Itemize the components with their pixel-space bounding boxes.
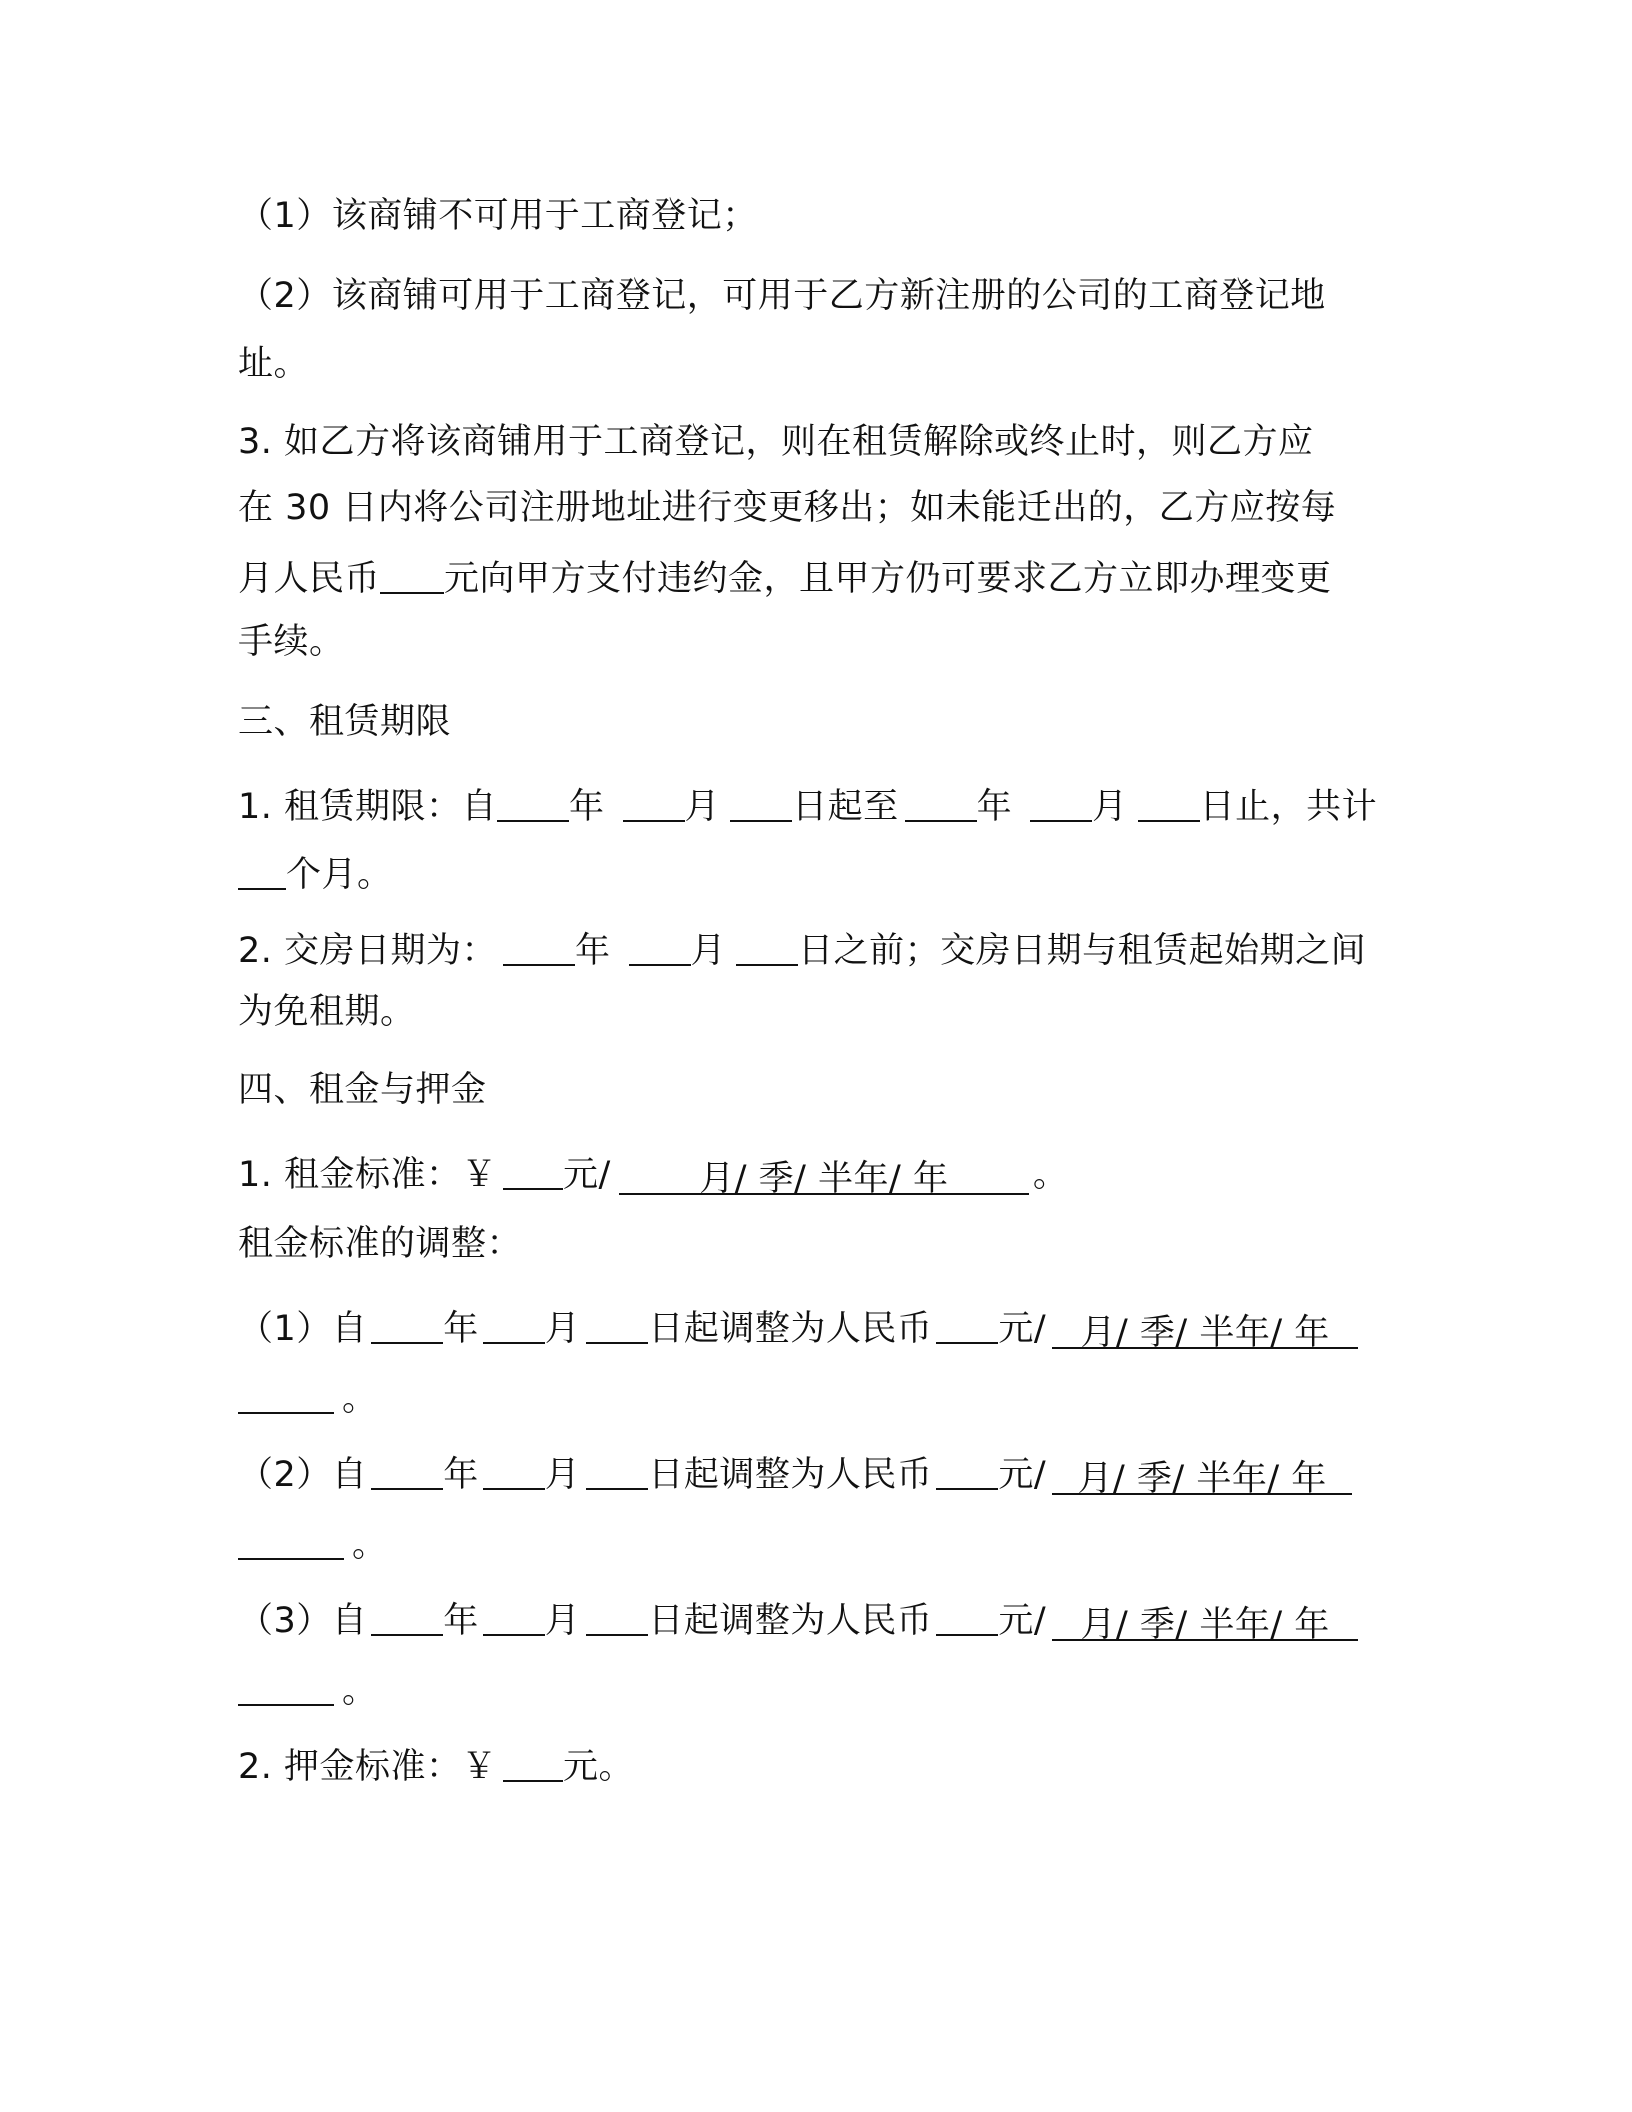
clause-3-line4: 手续。	[238, 622, 345, 662]
adjust-year-blank[interactable]	[371, 1306, 443, 1344]
adjust-row-3-end	[238, 1668, 378, 1713]
rent-amount-blank[interactable]	[503, 1152, 563, 1190]
month-label: 月	[1092, 787, 1128, 827]
rent-adjust-heading: 租金标准的调整：	[238, 1224, 523, 1264]
period-end: 。	[1032, 1155, 1069, 1195]
adjust-period-blank[interactable]	[238, 1522, 344, 1560]
year-label: 年	[443, 1309, 479, 1349]
end-month-blank[interactable]	[1030, 784, 1092, 822]
section-3-heading: 三、租赁期限	[238, 702, 452, 742]
start-month-blank[interactable]	[623, 784, 685, 822]
period-options: 月/ 季/ 半年/ 年	[1080, 1313, 1330, 1353]
lease-term-line2	[238, 852, 393, 897]
deposit-amount-blank[interactable]	[503, 1744, 563, 1782]
adjust-day-blank[interactable]	[586, 1306, 648, 1344]
start-year-blank[interactable]	[497, 784, 569, 822]
adjust-month-blank[interactable]	[483, 1452, 545, 1490]
year-label: 年	[443, 1601, 479, 1641]
period-end: 。	[352, 1525, 388, 1565]
end-day-blank[interactable]	[1138, 784, 1200, 822]
adjust-month-blank[interactable]	[483, 1598, 545, 1636]
adjust-amount-blank[interactable]	[936, 1452, 998, 1490]
clause-3-text: 元向甲方支付违约金，且甲方仍可要求乙方立即办理变更	[444, 559, 1332, 599]
adjust-row-label: （3）自	[238, 1601, 368, 1641]
period-options: 月/ 季/ 半年/ 年	[1077, 1459, 1327, 1499]
adjust-row-1	[238, 1306, 1358, 1351]
adjust-row-tail: 日起调整为人民币	[648, 1309, 933, 1349]
lease-term-line	[238, 784, 1377, 829]
clause-3-text: 月人民币	[238, 559, 381, 599]
months-total-label: 个月。	[286, 855, 393, 895]
month-label: 月	[544, 1455, 581, 1495]
end-year-blank[interactable]	[905, 784, 977, 822]
month-label: 月	[544, 1601, 581, 1641]
total-months-blank[interactable]	[238, 852, 286, 890]
adjust-row-3	[238, 1598, 1358, 1643]
adjust-row-2-end	[238, 1522, 388, 1567]
lease-term-label: 1. 租赁期限：自	[238, 787, 498, 827]
period-options: 月/ 季/ 半年/ 年	[1080, 1605, 1330, 1645]
deposit-label: 2. 押金标准：￥	[238, 1747, 498, 1787]
period-end: 。	[342, 1671, 378, 1711]
adjust-row-1-end	[238, 1376, 378, 1421]
yuan-slash: 元/	[998, 1601, 1047, 1641]
yuan-slash: 元/	[563, 1155, 611, 1195]
adjust-day-blank[interactable]	[586, 1452, 648, 1490]
adjust-period-field[interactable]	[1052, 1457, 1352, 1499]
yuan-slash: 元/	[998, 1309, 1047, 1349]
day-from-label: 日起至	[792, 787, 899, 827]
clause-3-line2: 在 30 日内将公司注册地址进行变更移出；如未能迁出的，乙方应按每	[238, 488, 1337, 528]
handover-label: 2. 交房日期为：	[238, 931, 498, 971]
rent-label: 1. 租金标准：￥	[238, 1155, 498, 1195]
start-day-blank[interactable]	[730, 784, 792, 822]
period-options: 月/ 季/ 半年/ 年	[699, 1159, 949, 1199]
adjust-period-field[interactable]	[1052, 1311, 1358, 1353]
handover-line	[238, 928, 1366, 973]
deposit-unit: 元。	[563, 1747, 635, 1787]
handover-year-blank[interactable]	[503, 928, 575, 966]
handover-day-blank[interactable]	[736, 928, 798, 966]
clause-3-line1: 3. 如乙方将该商铺用于工商登记，则在租赁解除或终止时，则乙方应	[238, 422, 1314, 462]
year-label: 年	[976, 787, 1013, 827]
rent-period-field[interactable]	[619, 1157, 1029, 1199]
free-period-line: 为免租期。	[238, 992, 416, 1032]
year-label: 年	[575, 931, 611, 971]
clause-3-line3	[238, 556, 1332, 601]
period-end: 。	[342, 1379, 378, 1419]
adjust-period-blank[interactable]	[238, 1376, 334, 1414]
adjust-amount-blank[interactable]	[936, 1598, 998, 1636]
handover-month-blank[interactable]	[629, 928, 691, 966]
section-4-heading: 四、租金与押金	[238, 1070, 487, 1110]
adjust-amount-blank[interactable]	[936, 1306, 998, 1344]
adjust-row-tail: 日起调整为人民币	[648, 1455, 933, 1495]
adjust-row-label: （2）自	[238, 1455, 368, 1495]
year-label: 年	[569, 787, 605, 827]
yuan-slash: 元/	[998, 1455, 1047, 1495]
clause-c2-line2: 址。	[238, 344, 310, 384]
month-label: 月	[544, 1309, 581, 1349]
penalty-amount-blank[interactable]	[380, 556, 444, 594]
adjust-row-label: （1）自	[238, 1309, 368, 1349]
adjust-year-blank[interactable]	[371, 1598, 443, 1636]
handover-tail: 日之前；交房日期与租赁起始期之间	[798, 931, 1367, 971]
adjust-day-blank[interactable]	[586, 1598, 648, 1636]
adjust-row-tail: 日起调整为人民币	[648, 1601, 933, 1641]
month-label: 月	[690, 931, 727, 971]
adjust-period-field[interactable]	[1052, 1603, 1358, 1645]
clause-c2-line1: （2）该商铺可用于工商登记，可用于乙方新注册的公司的工商登记地	[238, 276, 1326, 316]
month-label: 月	[684, 787, 721, 827]
adjust-year-blank[interactable]	[371, 1452, 443, 1490]
adjust-row-2	[238, 1452, 1352, 1497]
deposit-line	[238, 1744, 634, 1789]
year-label: 年	[443, 1455, 479, 1495]
adjust-month-blank[interactable]	[483, 1306, 545, 1344]
clause-c1: （1）该商铺不可用于工商登记；	[238, 196, 758, 236]
rent-standard-line	[238, 1152, 1068, 1197]
adjust-period-blank[interactable]	[238, 1668, 334, 1706]
day-until-label: 日止，共计	[1199, 787, 1378, 827]
